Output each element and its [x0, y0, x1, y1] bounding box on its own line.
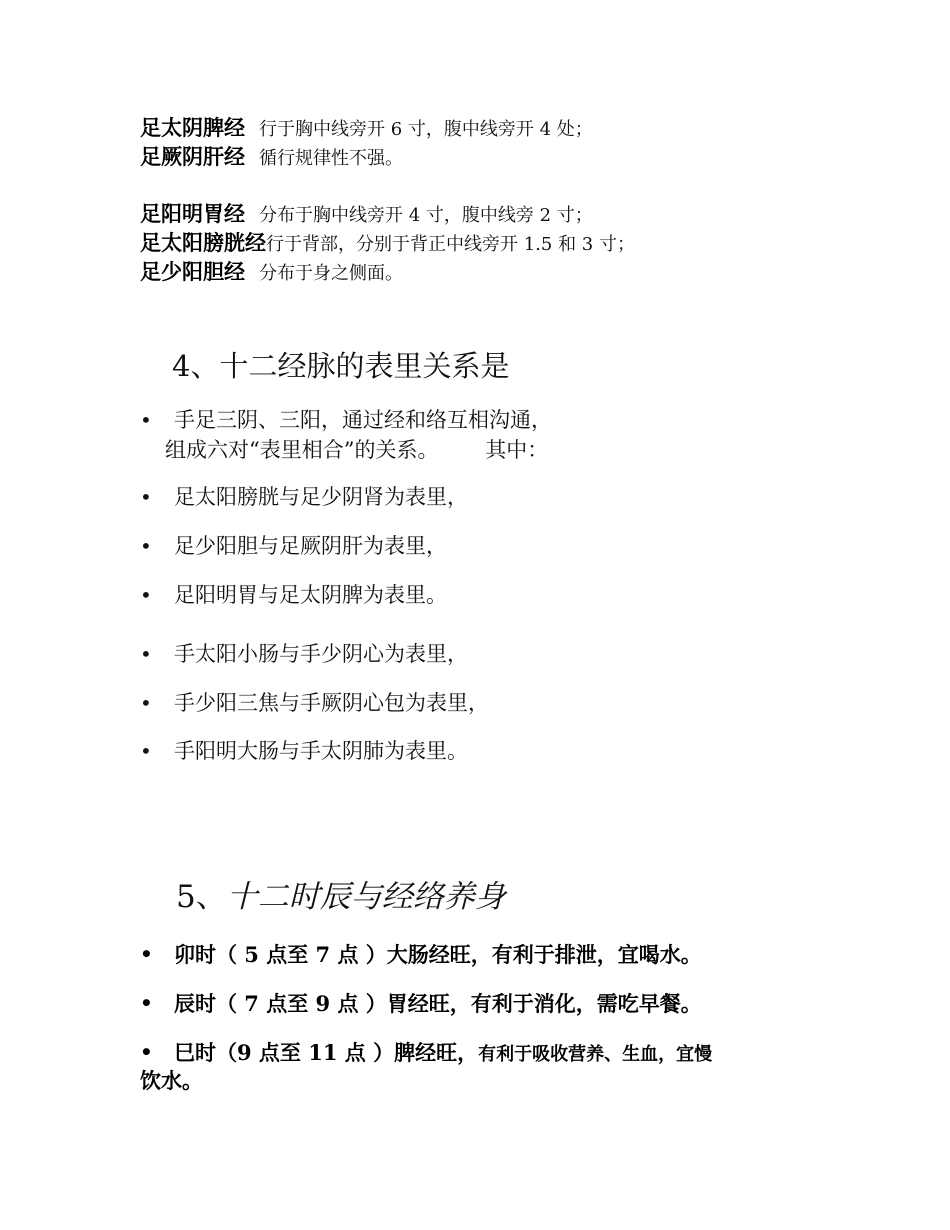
meridian-description: 分布于身之侧面。 — [259, 263, 403, 284]
bullet-marker: • — [140, 408, 152, 432]
bullet-marker: • — [140, 942, 153, 966]
section-4-intro-line-1: 手足三阴、三阳，通过经和络互相沟通， — [174, 408, 552, 432]
meridian-description: 行于胸中线旁开 6 寸，腹中线旁开 4 处； — [259, 119, 593, 140]
meridian-name: 足太阴脾经 — [140, 116, 245, 140]
bullet-marker: • — [140, 1040, 153, 1064]
section-4-intro-line-2: 组成六对“表里相合”的关系。 其中： — [165, 438, 549, 462]
time-item — [174, 1042, 712, 1064]
pairing-item: 足少阳胆与足厥阴肝为表里， — [174, 534, 447, 558]
section-5-number: 5、 — [176, 879, 227, 915]
meridian-line-bladder — [140, 233, 635, 254]
section-4-heading: 4、十二经脉的表里关系是 — [172, 349, 510, 383]
bullet-marker: • — [140, 583, 152, 607]
bullet-marker: • — [140, 991, 153, 1015]
section-5-title: 十二时辰与经络养身 — [226, 879, 506, 915]
pairing-item: 足太阳膀胱与足少阴肾为表里， — [174, 485, 468, 509]
bullet-marker: • — [140, 642, 152, 666]
pairing-item: 足阳明胃与足太阴脾为表里。 — [174, 583, 447, 607]
time-item-detail: 有利于吸收营养、生血，宜慢 — [478, 1044, 713, 1065]
bullet-marker: • — [140, 534, 152, 558]
meridian-name: 足厥阴肝经 — [140, 145, 245, 169]
meridian-description: 循行规律性不强。 — [259, 148, 403, 169]
time-item-main: 巳时（9 点至 11 点 ）脾经旺， — [174, 1040, 479, 1065]
bullet-marker: • — [140, 691, 152, 715]
meridian-line-spleen — [140, 118, 593, 139]
meridian-name: 足阳明胃经 — [140, 202, 245, 226]
meridian-name: 足太阳膀胱经 — [140, 231, 266, 255]
pairing-item: 手太阳小肠与手少阴心为表里， — [174, 642, 468, 666]
pairing-item: 手阳明大肠与手太阴肺为表里。 — [174, 739, 468, 763]
meridian-line-liver — [140, 147, 403, 168]
meridian-line-stomach — [140, 204, 593, 225]
pairing-item: 手少阳三焦与手厥阴心包为表里， — [174, 691, 489, 715]
bullet-marker: • — [140, 485, 152, 509]
time-item: 卯时（ 5 点至 7 点 ）大肠经旺，有利于排泄，宜喝水。 — [174, 942, 702, 967]
meridian-description: 行于背部，分别于背正中线旁开 1.5 和 3 寸； — [266, 234, 635, 255]
bullet-marker: • — [140, 739, 152, 763]
meridian-description: 分布于胸中线旁开 4 寸，腹中线旁 2 寸； — [259, 205, 593, 226]
meridian-name: 足少阳胆经 — [140, 260, 245, 284]
section-5-heading — [176, 879, 506, 915]
time-item: 辰时（ 7 点至 9 点 ）胃经旺，有利于消化，需吃早餐。 — [174, 991, 702, 1016]
time-item-continuation: 饮水。 — [140, 1068, 203, 1093]
meridian-line-gallbladder — [140, 262, 403, 283]
